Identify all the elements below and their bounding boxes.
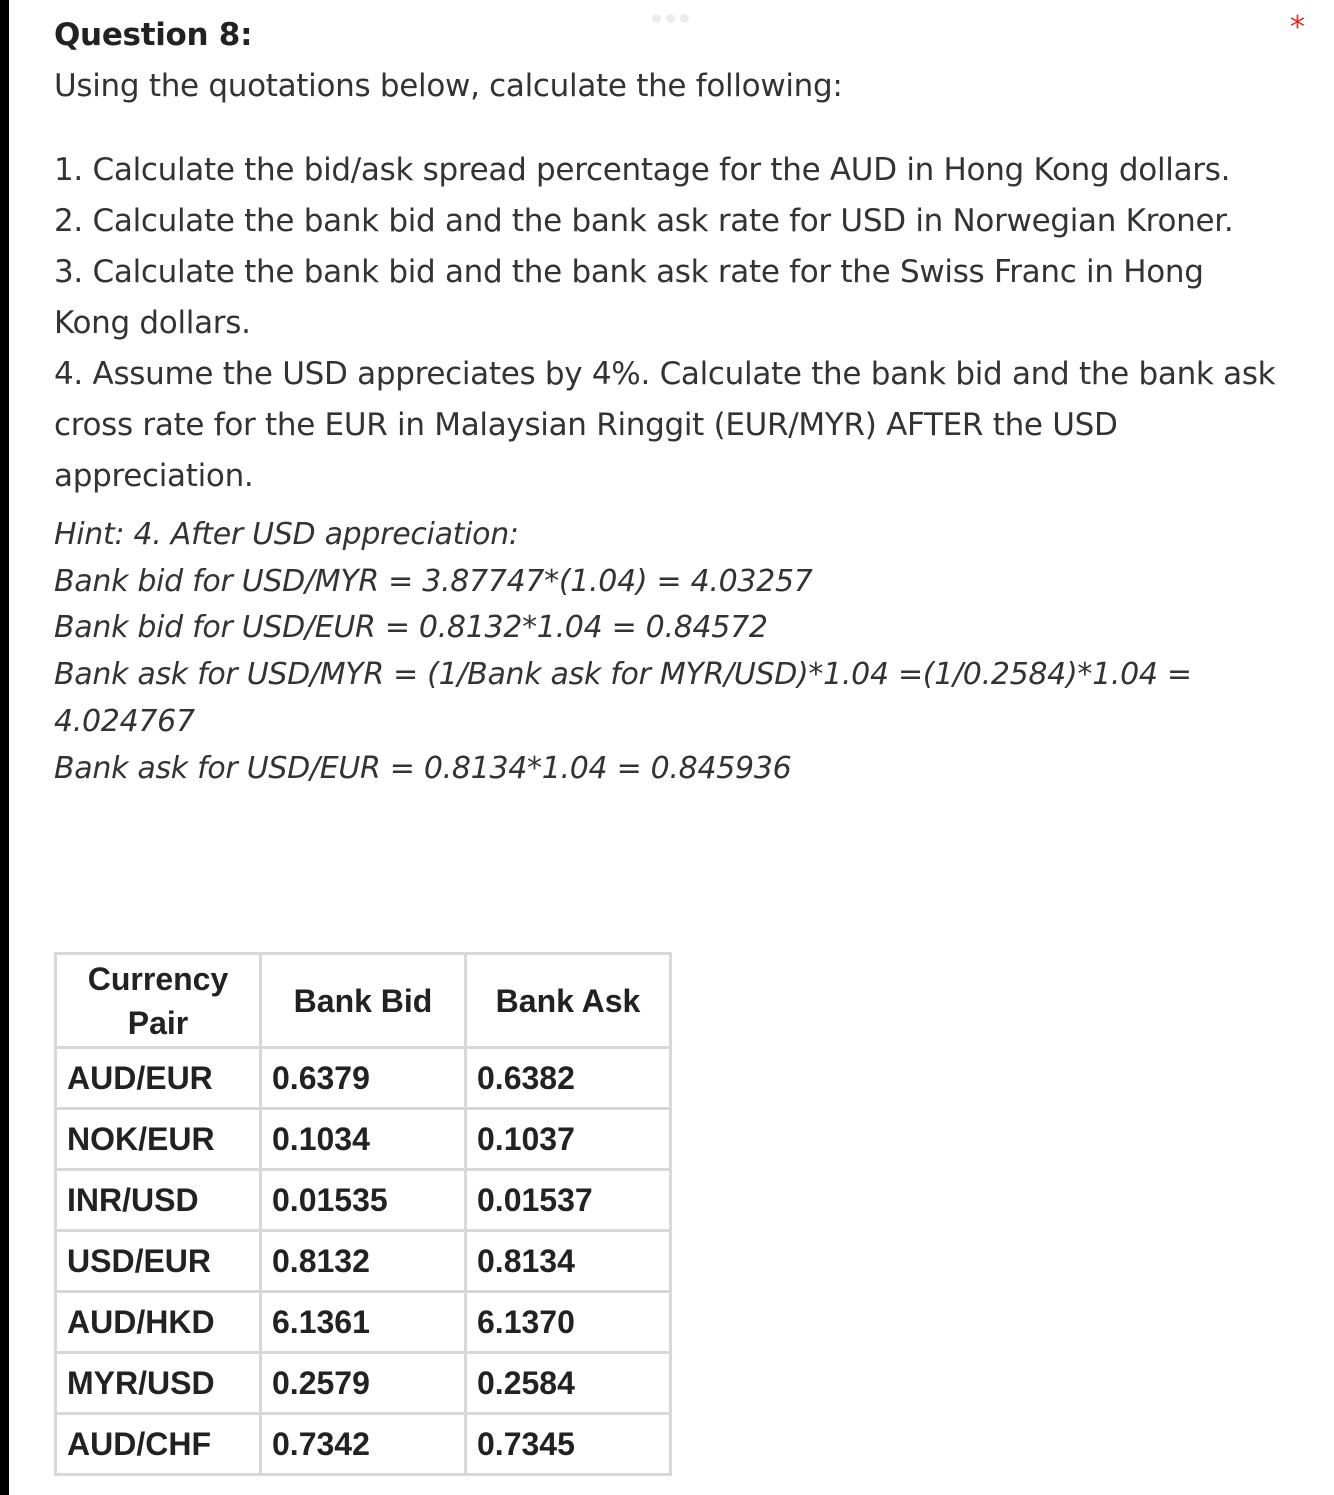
cell-pair: AUD/EUR	[56, 1048, 261, 1109]
task-item-2: 2. Calculate the bank bid and the bank ask rate for USD in Norwegian Kroner.	[54, 203, 1234, 239]
cell-pair: AUD/CHF	[56, 1414, 261, 1475]
cell-ask: 6.1370	[466, 1292, 671, 1353]
header-bank-ask: Bank Ask	[466, 954, 671, 1048]
cell-pair: NOK/EUR	[56, 1109, 261, 1170]
task-item-4: 4. Assume the USD appreciates by 4%. Calculate the bank bid and the bank ask cross rate for the EUR in Malaysian Ringgit (EUR/MYR) AFTER the USD appreciation.	[54, 356, 1276, 494]
cell-pair: MYR/USD	[56, 1353, 261, 1414]
cell-ask: 0.8134	[466, 1231, 671, 1292]
cell-bid: 0.1034	[261, 1109, 466, 1170]
table-row	[56, 1048, 671, 1109]
cell-ask: 0.7345	[466, 1414, 671, 1475]
hint-line: Bank ask for USD/EUR = 0.8134*1.04 = 0.845936	[54, 750, 792, 786]
task-item-1: 1. Calculate the bid/ask spread percentage for the AUD in Hong Kong dollars.	[54, 152, 1231, 188]
cell-pair: INR/USD	[56, 1170, 261, 1231]
table-row	[56, 1170, 671, 1231]
cell-bid: 6.1361	[261, 1292, 466, 1353]
table-header-row	[56, 954, 671, 1048]
hint-line: Bank bid for USD/MYR = 3.87747*(1.04) = 4.03257	[54, 563, 813, 599]
cell-ask: 0.6382	[466, 1048, 671, 1109]
left-edge-bar	[0, 0, 9, 1495]
hint-line: 4.024767	[54, 703, 195, 739]
table-row	[56, 1353, 671, 1414]
hint-block	[54, 512, 1284, 792]
cell-bid: 0.2579	[261, 1353, 466, 1414]
table-row	[56, 1231, 671, 1292]
header-bank-bid: Bank Bid	[261, 954, 466, 1048]
cell-ask: 0.01537	[466, 1170, 671, 1231]
question-title: Question 8:	[54, 17, 253, 53]
table-row	[56, 1292, 671, 1353]
question-card	[54, 14, 1284, 792]
currency-quote-table	[54, 952, 672, 1476]
hint-line: Bank ask for USD/MYR = (1/Bank ask for MYR/USD)*1.04 =(1/0.2584)*1.04 =	[54, 657, 1192, 693]
table-row	[56, 1109, 671, 1170]
cell-ask: 0.2584	[466, 1353, 671, 1414]
hint-heading: Hint: 4. After USD appreciation:	[54, 517, 519, 552]
hint-line: Bank bid for USD/EUR = 0.8132*1.04 = 0.84572	[54, 610, 768, 646]
required-asterisk: *	[1290, 10, 1305, 45]
cell-bid: 0.8132	[261, 1231, 466, 1292]
cell-bid: 0.01535	[261, 1170, 466, 1231]
question-intro: Using the quotations below, calculate the following:	[54, 68, 843, 104]
cell-pair: AUD/HKD	[56, 1292, 261, 1353]
table-row	[56, 1414, 671, 1475]
task-list	[54, 145, 1284, 502]
cell-bid: 0.7342	[261, 1414, 466, 1475]
cell-pair: USD/EUR	[56, 1231, 261, 1292]
cell-bid: 0.6379	[261, 1048, 466, 1109]
header-currency-pair: Currency Pair	[56, 954, 261, 1048]
task-item-3: 3. Calculate the bank bid and the bank ask rate for the Swiss Franc in Hong Kong dollars.	[54, 254, 1204, 341]
cell-ask: 0.1037	[466, 1109, 671, 1170]
